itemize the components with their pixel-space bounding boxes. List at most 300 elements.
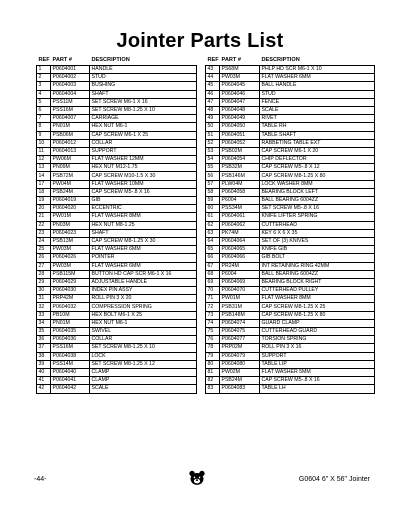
description-cell: CAP SCREW M8-1.25 X 80 (260, 311, 375, 319)
ref-cell: 25 (37, 246, 51, 254)
part-number-cell: PSB24M (220, 377, 260, 385)
description-cell: SUPPORT (260, 352, 375, 360)
table-row (206, 164, 375, 172)
description-cell: BALL BEARING 6004ZZ (260, 197, 375, 205)
ref-cell: 64 (206, 237, 220, 245)
description-cell: HEX NUT M6-1 (90, 123, 197, 131)
table-row (37, 147, 197, 155)
ref-cell: 19 (37, 197, 51, 205)
description-cell: FLAT WASHER 6MM (90, 246, 197, 254)
parts-table-left (36, 56, 197, 394)
ref-cell: 1 (37, 66, 51, 74)
part-number-cell: P0604019 (51, 197, 90, 205)
ref-cell: 78 (206, 344, 220, 352)
ref-cell: 30 (37, 287, 51, 295)
part-number-cell: PN09M (51, 164, 90, 172)
ref-cell: 13 (37, 164, 51, 172)
description-cell: STUD (260, 90, 375, 98)
ref-cell: 22 (37, 221, 51, 229)
table-row (37, 311, 197, 319)
part-number-cell: PSS16M (51, 106, 90, 114)
description-cell: CAP SCREW M6-1 X 25 (90, 131, 197, 139)
table-row (206, 246, 375, 254)
table-row (206, 147, 375, 155)
ref-cell: 44 (206, 74, 220, 82)
part-number-cell: PW03M (51, 262, 90, 270)
description-cell: COMPRESSION SPRING (90, 303, 197, 311)
ref-cell: 9 (37, 131, 51, 139)
description-header: DESCRIPTION (91, 57, 130, 63)
part-number-cell: P0604069 (220, 278, 260, 286)
ref-cell: 75 (206, 328, 220, 336)
description-cell: COLLAR (90, 139, 197, 147)
part-number-cell: PSS16M (51, 344, 90, 352)
table-row (37, 229, 197, 237)
part-number-cell: P0604049 (220, 115, 260, 123)
description-cell: SWIVEL (90, 328, 197, 336)
part-number-cell: P6004 (220, 270, 260, 278)
ref-cell: 66 (206, 254, 220, 262)
table-row (206, 90, 375, 98)
ref-header: REF (207, 57, 219, 63)
description-cell: PHLP HD SCR M6-1 X 10 (260, 66, 375, 74)
description-cell: INDEX PIN ASSY (90, 287, 197, 295)
description-cell: BEARING BLOCK LEFT (260, 188, 375, 196)
ref-cell: 18 (37, 188, 51, 196)
description-cell: KEY 6 X 6 X 35 (260, 229, 375, 237)
part-number-cell: P0604061 (220, 213, 260, 221)
part-number-cell: PW01M (220, 295, 260, 303)
header-row (206, 56, 375, 66)
table-row (206, 66, 375, 74)
table-row (37, 352, 197, 360)
ref-cell: 8 (37, 123, 51, 131)
part-number-cell: PW03M (51, 246, 90, 254)
description-cell: CUTTERHEAD PULLEY (260, 287, 375, 295)
ref-cell: 12 (37, 156, 51, 164)
part-number-cell: P0604002 (51, 74, 90, 82)
description-cell: GIB BOLT (260, 254, 375, 262)
description-cell: CUTTERHEAD (260, 221, 375, 229)
ref-cell: 41 (37, 377, 51, 385)
table-row (37, 139, 197, 147)
part-number-cell: P0604054 (220, 156, 260, 164)
table-row (206, 213, 375, 221)
ref-cell: 68 (206, 270, 220, 278)
part-number-cell: PW04M (51, 180, 90, 188)
part-number-cell: P0604048 (220, 106, 260, 114)
description-cell: BALL BEARING 6004ZZ (260, 270, 375, 278)
table-row (206, 385, 375, 393)
table-row (37, 270, 197, 278)
table-row (206, 115, 375, 123)
table-row (37, 74, 197, 82)
ref-cell: 34 (37, 319, 51, 327)
ref-cell: 5 (37, 98, 51, 106)
table-row (206, 123, 375, 131)
part-number-cell: PSS14M (51, 360, 90, 368)
description-cell: SUPPORT (90, 147, 197, 155)
ref-cell: 11 (37, 147, 51, 155)
bear-head-icon (188, 469, 206, 487)
parts-table-right (205, 56, 375, 394)
ref-cell: 82 (206, 377, 220, 385)
table-row (206, 98, 375, 106)
description-cell: CLAMP (90, 368, 197, 376)
part-number-cell: P0604041 (51, 377, 90, 385)
part-number-cell: P0604050 (220, 123, 260, 131)
ref-cell: 72 (206, 303, 220, 311)
part-number-cell: PSB13M (51, 237, 90, 245)
part-number-cell: PSB146M (220, 172, 260, 180)
description-cell: CUTTERHEAD GUARD (260, 328, 375, 336)
ref-cell: 29 (37, 278, 51, 286)
ref-cell: 79 (206, 352, 220, 360)
description-cell: SET SCREW M8-1.25 X 10 (90, 106, 197, 114)
table-row (206, 295, 375, 303)
ref-cell: 69 (206, 278, 220, 286)
part-number-cell: PN01M (51, 123, 90, 131)
description-cell: ECCENTRIC (90, 205, 197, 213)
part-number-cell: PSB24M (51, 188, 90, 196)
table-row (206, 74, 375, 82)
description-cell: RIVET (260, 115, 375, 123)
table-row (206, 188, 375, 196)
part-number-cell: PS68M (220, 66, 260, 74)
description-cell: CAP SCREW M5-.8 X 16 (90, 188, 197, 196)
table-row (206, 303, 375, 311)
ref-cell: 63 (206, 229, 220, 237)
description-cell: GUARD CLAMP (260, 319, 375, 327)
description-cell: CAP SCREW M8-1.25 X 30 (90, 237, 197, 245)
ref-cell: 37 (37, 344, 51, 352)
part-number-cell: PSB32M (220, 164, 260, 172)
part-number-cell: PLW04M (220, 180, 260, 188)
table-row (37, 385, 197, 393)
ref-cell: 48 (206, 106, 220, 114)
part-number-cell: P0604023 (51, 229, 90, 237)
part-number-cell: P0604003 (51, 82, 90, 90)
ref-cell: 7 (37, 115, 51, 123)
description-cell: BUSHING (90, 82, 197, 90)
part-number-cell: PSB148M (220, 311, 260, 319)
ref-cell: 31 (37, 295, 51, 303)
description-cell: CAP SCREW M8-1.25 X 80 (260, 172, 375, 180)
ref-cell: 70 (206, 287, 220, 295)
description-cell: CARRIAGE (90, 115, 197, 123)
table-row (206, 139, 375, 147)
ref-cell: 49 (206, 115, 220, 123)
part-number-cell: P0604079 (220, 352, 260, 360)
part-number-cell: P0604045 (220, 82, 260, 90)
description-cell: TABLE SHAFT (260, 131, 375, 139)
ref-cell: 45 (206, 82, 220, 90)
part-number-cell: P0604030 (51, 287, 90, 295)
ref-cell: 67 (206, 262, 220, 270)
part-number-cell: P0604064 (220, 237, 260, 245)
ref-cell: 83 (206, 385, 220, 393)
ref-cell: 76 (206, 336, 220, 344)
part-number-cell: PW03M (220, 74, 260, 82)
table-row (206, 262, 375, 270)
description-cell: CAP SCREW M8-1.25 X 25 (260, 303, 375, 311)
model-label: G0604 6" X 56" Jointer (298, 476, 370, 483)
description-cell: SCALE (260, 106, 375, 114)
ref-cell: 3 (37, 82, 51, 90)
description-cell: CAP SCREW M6-1 X 20 (260, 147, 375, 155)
description-cell: BUTTON HD CAP SCR M6-1 X 16 (90, 270, 197, 278)
table-row (37, 262, 197, 270)
table-row (206, 270, 375, 278)
part-number-header: PART # (52, 57, 72, 63)
part-number-header: PART # (221, 57, 241, 63)
table-row (37, 303, 197, 311)
part-number-cell: P0604029 (51, 278, 90, 286)
table-row (206, 221, 375, 229)
table-row (37, 123, 197, 131)
page-title: Jointer Parts List (116, 30, 284, 52)
description-cell: FLAT WASHER 12MM (90, 156, 197, 164)
ref-cell: 27 (37, 262, 51, 270)
table-row (37, 328, 197, 336)
parts-rows-left (37, 66, 197, 394)
ref-cell: 4 (37, 90, 51, 98)
ref-cell: 23 (37, 229, 51, 237)
description-cell: CLAMP (90, 377, 197, 385)
part-number-cell: P0604062 (220, 221, 260, 229)
ref-cell: 53 (206, 147, 220, 155)
ref-cell: 60 (206, 205, 220, 213)
parts-rows-right (206, 66, 375, 394)
table-row (37, 197, 197, 205)
part-number-cell: PRP02M (220, 344, 260, 352)
part-number-cell: P0604047 (220, 98, 260, 106)
description-cell: CAP SCREW M10-1.5 X 30 (90, 172, 197, 180)
part-number-cell: PRP42M (51, 295, 90, 303)
description-cell: HEX NUT M8-1.25 (90, 221, 197, 229)
table-row (206, 82, 375, 90)
table-row (37, 106, 197, 114)
description-header: DESCRIPTION (261, 57, 300, 63)
table-row (37, 237, 197, 245)
header-row (37, 56, 197, 66)
part-number-cell: P0604042 (51, 385, 90, 393)
table-row (206, 278, 375, 286)
part-number-cell: P0604065 (220, 246, 260, 254)
table-row (206, 368, 375, 376)
table-row (206, 172, 375, 180)
ref-cell: 71 (206, 295, 220, 303)
description-cell: SET SCREW M5-.8 X 16 (260, 205, 375, 213)
table-row (37, 246, 197, 254)
description-cell: HEX NUT M12-1.75 (90, 164, 197, 172)
ref-cell: 26 (37, 254, 51, 262)
part-number-cell: P0604001 (51, 66, 90, 74)
description-cell: COLLAR (90, 336, 197, 344)
part-number-cell: P0604040 (51, 368, 90, 376)
table-row (37, 295, 197, 303)
ref-cell: 35 (37, 328, 51, 336)
table-row (37, 188, 197, 196)
description-cell: KNIFE LIFTER SPRING (260, 213, 375, 221)
description-cell: FLAT WASHER 5MM (260, 368, 375, 376)
table-row (37, 377, 197, 385)
table-row (37, 82, 197, 90)
ref-cell: 61 (206, 213, 220, 221)
part-number-cell: PN03M (51, 221, 90, 229)
part-number-cell: PW02M (220, 368, 260, 376)
ref-cell: 6 (37, 106, 51, 114)
table-row (206, 106, 375, 114)
part-number-cell: P0604046 (220, 90, 260, 98)
description-cell: TORSION SPRING (260, 336, 375, 344)
ref-cell: 20 (37, 205, 51, 213)
part-number-cell: PK74M (220, 229, 260, 237)
part-number-cell: P0604035 (51, 328, 90, 336)
ref-cell: 59 (206, 197, 220, 205)
ref-cell: 24 (37, 237, 51, 245)
part-number-cell: PSB72M (51, 172, 90, 180)
description-cell: ROLL PIN 3 X 20 (90, 295, 197, 303)
description-cell: SHAFT (90, 229, 197, 237)
ref-cell: 62 (206, 221, 220, 229)
ref-cell: 43 (206, 66, 220, 74)
description-cell: SCALE (90, 385, 197, 393)
table-row (37, 164, 197, 172)
part-number-cell: P0604036 (51, 336, 90, 344)
table-row (37, 287, 197, 295)
ref-cell: 14 (37, 172, 51, 180)
description-cell: ADJUSTABLE HANDLE (90, 278, 197, 286)
ref-cell: 40 (37, 368, 51, 376)
page-number: -44- (34, 476, 47, 483)
ref-cell: 38 (37, 352, 51, 360)
description-cell: HEX BOLT M6-1 X 25 (90, 311, 197, 319)
table-row (37, 66, 197, 74)
description-cell: TABLE LH (260, 385, 375, 393)
table-row (37, 278, 197, 286)
ref-cell: 74 (206, 319, 220, 327)
table-row (206, 311, 375, 319)
description-cell: FLAT WASHER 10MM (90, 180, 197, 188)
part-number-cell: PSB31M (220, 303, 260, 311)
description-cell: SET SCREW M6-1 X 16 (90, 98, 197, 106)
description-cell: FENCE (260, 98, 375, 106)
table-row (37, 156, 197, 164)
table-row (37, 360, 197, 368)
part-number-cell: P0604032 (51, 303, 90, 311)
part-number-cell: P0604026 (51, 254, 90, 262)
description-cell: CHIP DEFLECTOR (260, 156, 375, 164)
description-cell: KNIFE GIB (260, 246, 375, 254)
table-row (37, 254, 197, 262)
description-cell: FLAT WASHER 6MM (260, 74, 375, 82)
ref-cell: 50 (206, 123, 220, 131)
description-cell: BALL HANDLE (260, 82, 375, 90)
table-row (37, 131, 197, 139)
part-number-cell: P0604007 (51, 115, 90, 123)
part-number-cell: P0604077 (220, 336, 260, 344)
table-row (206, 197, 375, 205)
table-row (37, 180, 197, 188)
description-cell: GIB (90, 197, 197, 205)
ref-cell: 81 (206, 368, 220, 376)
ref-cell: 65 (206, 246, 220, 254)
description-cell: LOCK WASHER 8MM (260, 180, 375, 188)
description-cell: FLAT WASHER 8MM (260, 295, 375, 303)
part-number-cell: PSS11M (51, 98, 90, 106)
table-row (206, 156, 375, 164)
table-row (37, 213, 197, 221)
table-row (37, 172, 197, 180)
description-cell: TABLE LIP (260, 360, 375, 368)
part-number-cell: P0604058 (220, 188, 260, 196)
table-row (206, 237, 375, 245)
ref-cell: 42 (37, 385, 51, 393)
ref-cell: 51 (206, 131, 220, 139)
ref-cell: 33 (37, 311, 51, 319)
table-row (37, 319, 197, 327)
description-cell: TABLE RH (260, 123, 375, 131)
table-row (206, 131, 375, 139)
ref-cell: 46 (206, 90, 220, 98)
table-row (206, 344, 375, 352)
table-row (37, 115, 197, 123)
table-row (37, 336, 197, 344)
part-number-cell: PSS34M (220, 205, 260, 213)
table-row (206, 287, 375, 295)
ref-cell: 32 (37, 303, 51, 311)
ref-cell: 39 (37, 360, 51, 368)
parts-list-tables (36, 56, 376, 392)
ref-cell: 58 (206, 188, 220, 196)
description-cell: FLAT WASHER 6MM (90, 262, 197, 270)
ref-cell: 56 (206, 172, 220, 180)
table-row (37, 205, 197, 213)
description-cell: ROLL PIN 3 X 16 (260, 344, 375, 352)
ref-cell: 21 (37, 213, 51, 221)
part-number-cell: PSB02M (220, 147, 260, 155)
table-row (37, 344, 197, 352)
part-number-cell: PW01M (51, 213, 90, 221)
ref-cell: 10 (37, 139, 51, 147)
description-cell: SET OF (3) KNIVES (260, 237, 375, 245)
description-cell: LOCK (90, 352, 197, 360)
description-cell: SHAFT (90, 90, 197, 98)
table-row (37, 221, 197, 229)
page-footer (0, 468, 400, 488)
ref-cell: 47 (206, 98, 220, 106)
part-number-cell: P0604070 (220, 287, 260, 295)
part-number-cell: P0604020 (51, 205, 90, 213)
ref-cell: 2 (37, 74, 51, 82)
description-cell: BEARING BLOCK RIGHT (260, 278, 375, 286)
part-number-cell: P0604052 (220, 139, 260, 147)
ref-header: REF (38, 57, 50, 63)
ref-cell: 17 (37, 180, 51, 188)
description-cell: FLAT WASHER 8MM (90, 213, 197, 221)
ref-cell: 54 (206, 156, 220, 164)
table-row (206, 254, 375, 262)
part-number-cell: P0604074 (220, 319, 260, 327)
part-number-cell: P6004 (220, 197, 260, 205)
description-cell: CAP SCREW M5-.8 X 12 (260, 164, 375, 172)
part-number-cell: PR24M (220, 262, 260, 270)
part-number-cell: P0604038 (51, 352, 90, 360)
description-cell: RABBETING TABLE EXT (260, 139, 375, 147)
part-number-cell: P0604080 (220, 360, 260, 368)
description-cell: SET SCREW M8-1.25 X 12 (90, 360, 197, 368)
